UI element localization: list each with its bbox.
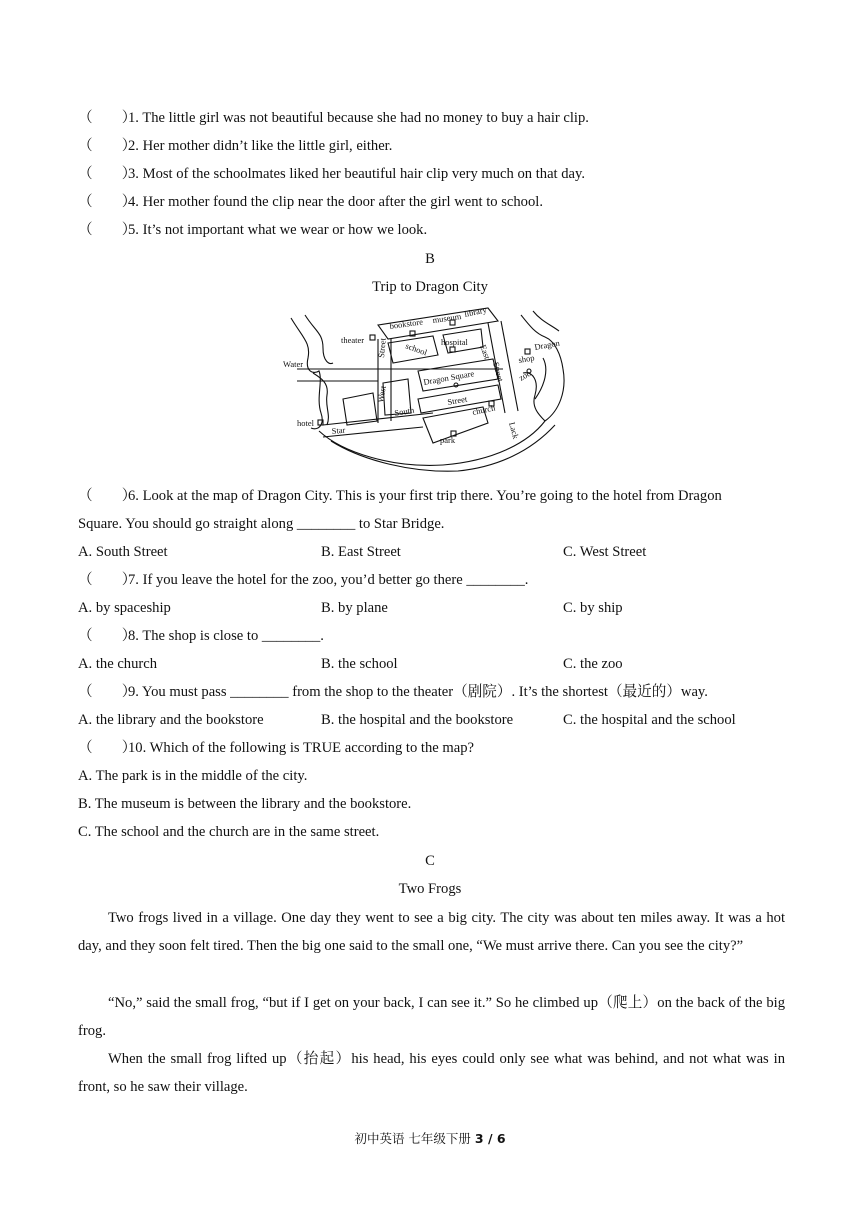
page-footer	[0, 1129, 860, 1147]
map-label-west: West	[375, 385, 388, 404]
option-b[interactable]: B. by plane	[321, 600, 388, 616]
map-label-bookstore: bookstore	[388, 316, 424, 331]
question-9	[78, 683, 785, 701]
answer-blank[interactable]: （ ）	[78, 740, 137, 756]
question-1	[78, 109, 785, 127]
question-7	[78, 571, 785, 589]
map-label-dragon: Dragon	[533, 337, 561, 352]
option-b[interactable]: B. The museum is between the library and the bookstore.	[78, 796, 412, 812]
map-label-park: park	[440, 435, 456, 445]
question-text: 3. Most of the schoolmates liked her beautiful hair clip very much on that day.	[128, 166, 586, 182]
page-number: 3 / 6	[474, 1131, 506, 1146]
map-label-water: Water	[283, 359, 304, 369]
question-6	[78, 487, 785, 505]
story-paragraph-2: “No,” said the small frog, “but if I get on your back, I can see it.” So he climbed up（爬上）on the back of the big frog.	[78, 995, 785, 1040]
answer-blank[interactable]: （ ）	[78, 222, 137, 238]
question-text: 8. The shop is close to ________.	[128, 628, 324, 644]
map-label-library: library	[463, 304, 488, 319]
map-label-zoo: zoo	[517, 367, 533, 383]
question-3	[78, 165, 785, 183]
question-5	[78, 221, 785, 239]
map-label-museum: museum	[431, 311, 462, 325]
question-6-continued: Square. You should go straight along ________ to Star Bridge.	[78, 516, 445, 532]
map-label-west-street: Street	[376, 337, 388, 359]
map-label-church: church	[471, 402, 497, 417]
answer-blank[interactable]: （ ）	[78, 194, 137, 210]
option-a[interactable]: A. South Street	[78, 544, 168, 560]
section-b-title: Trip to Dragon City	[372, 279, 488, 295]
map-label-lack: Lack	[507, 420, 522, 440]
option-b[interactable]: B. East Street	[321, 544, 401, 560]
option-b[interactable]: B. the hospital and the bookstore	[321, 712, 514, 728]
answer-blank[interactable]: （ ）	[78, 684, 137, 700]
answer-blank[interactable]: （ ）	[78, 110, 137, 126]
section-c-title: Two Frogs	[398, 881, 462, 897]
question-2	[78, 137, 785, 155]
question-text: 2. Her mother didn’t like the little girl, either.	[128, 138, 393, 154]
section-c-letter: C	[425, 853, 435, 869]
footer-text: 初中英语 七年级下册	[354, 1131, 475, 1146]
option-a[interactable]: A. the church	[78, 656, 158, 672]
map-label-hotel: hotel	[297, 418, 314, 428]
section-b-letter: B	[425, 251, 435, 267]
story-paragraph-3: When the small frog lifted up（抬起）his head, his eyes could only see what was behind, and not what was in front, so he saw their village.	[78, 1051, 785, 1096]
map-label-east: East	[478, 343, 493, 361]
question-text: 7. If you leave the hotel for the zoo, you’d better go there ________.	[128, 572, 529, 588]
answer-blank[interactable]: （ ）	[78, 488, 137, 504]
question-text: 9. You must pass ________ from the shop to the theater（剧院）. It’s the shortest（最近的）way.	[128, 684, 708, 700]
map-label-south: South	[393, 404, 415, 418]
answer-blank[interactable]: （ ）	[78, 166, 137, 182]
option-b[interactable]: B. the school	[321, 656, 398, 672]
map-label-theater: theater	[341, 335, 365, 345]
answer-blank[interactable]: （ ）	[78, 628, 137, 644]
option-a[interactable]: A. by spaceship	[78, 600, 171, 616]
map-label-square-street: Street	[446, 393, 468, 407]
map-label-dragon-square: Dragon Square	[422, 368, 475, 387]
option-c[interactable]: C. the hospital and the school	[563, 712, 736, 728]
map-label-star: Star	[331, 424, 346, 436]
map-label-school: school	[404, 340, 429, 358]
answer-blank[interactable]: （ ）	[78, 138, 137, 154]
map-label-hospital: hospital	[441, 337, 468, 347]
question-8	[78, 627, 785, 645]
question-text: 4. Her mother found the clip near the door after the girl went to school.	[128, 194, 543, 210]
story-paragraph-1: Two frogs lived in a village. One day they went to see a big city. The city was about ten miles away. It was a hot day, and they soon felt tired. Then the big one said to the small one, “We must arrive there. Can you see the city?”	[78, 910, 785, 955]
question-text: 6. Look at the map of Dragon City. This is your first trip there. You’re going to the hotel from Dragon	[128, 488, 722, 504]
question-4	[78, 193, 785, 211]
answer-blank[interactable]: （ ）	[78, 572, 137, 588]
option-c[interactable]: C. the zoo	[563, 656, 623, 672]
option-c[interactable]: C. by ship	[563, 600, 623, 616]
option-c[interactable]: C. The school and the church are in the same street.	[78, 824, 380, 840]
dragon-city-map	[283, 303, 583, 478]
option-c[interactable]: C. West Street	[563, 544, 647, 560]
question-10	[78, 739, 785, 757]
question-text: 1. The little girl was not beautiful because she had no money to buy a hair clip.	[128, 110, 589, 126]
map-label-shop: shop	[517, 352, 536, 365]
option-a[interactable]: A. the library and the bookstore	[78, 712, 264, 728]
question-text: 5. It’s not important what we wear or how we look.	[128, 222, 428, 238]
map-label-east-street: Street	[491, 360, 506, 383]
question-text: 10. Which of the following is TRUE according to the map?	[128, 740, 474, 756]
option-a[interactable]: A. The park is in the middle of the city.	[78, 768, 308, 784]
